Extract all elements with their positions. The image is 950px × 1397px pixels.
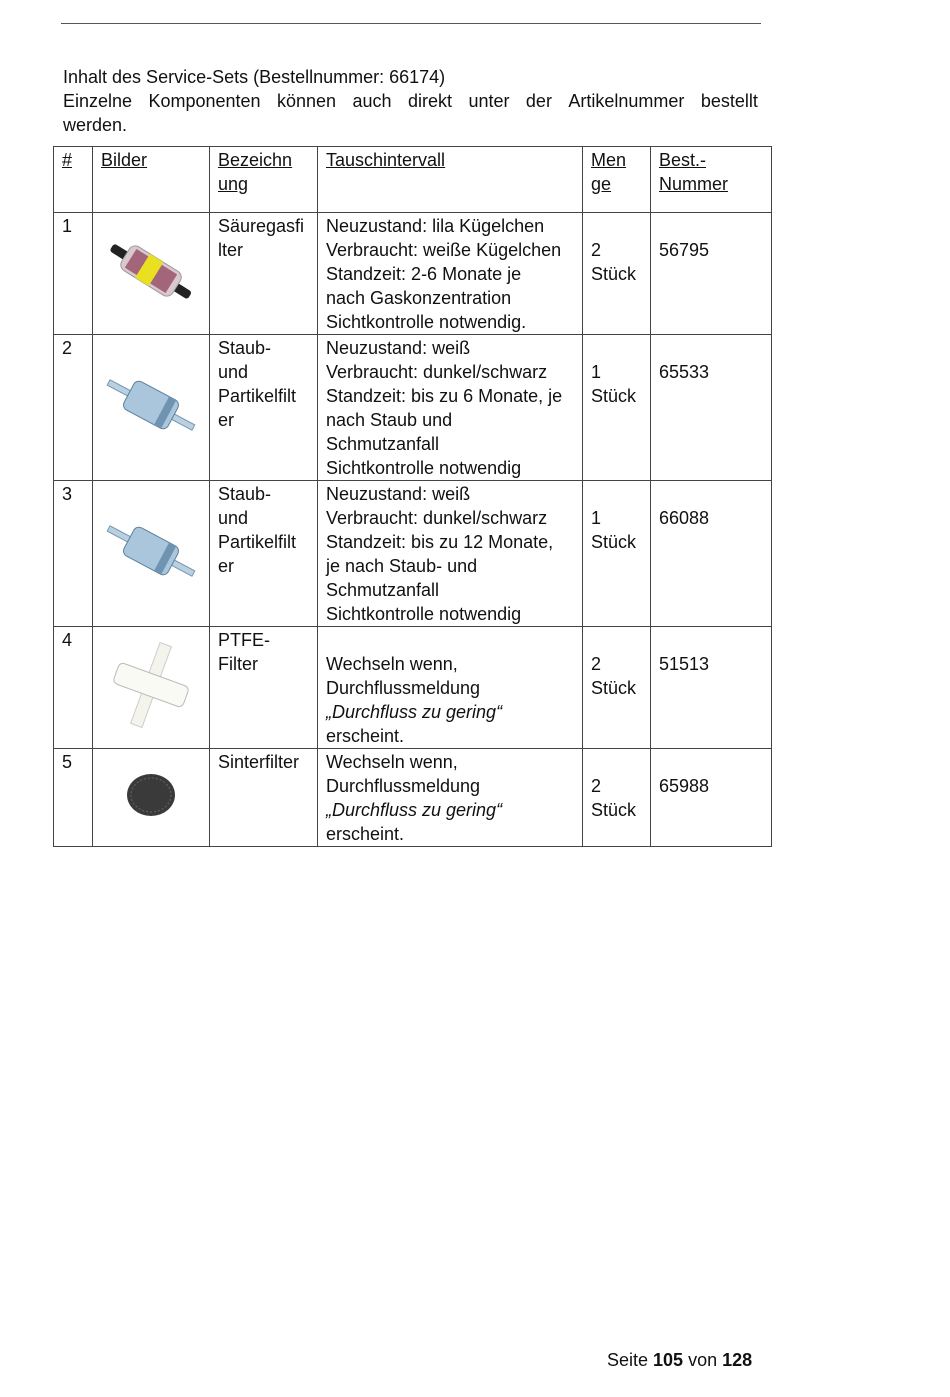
footer-text: Seite (607, 1350, 654, 1370)
cell-line: Verbraucht: dunkel/schwarz (326, 508, 548, 528)
intro-word: Komponenten (148, 91, 261, 111)
cell-line: Staub- (218, 338, 272, 358)
row-name (210, 481, 318, 627)
cell-line (659, 214, 763, 238)
row-image (93, 627, 210, 749)
cell-line: Filter (218, 654, 258, 674)
header-interval (318, 147, 583, 213)
ptfe-filter-image (106, 640, 196, 736)
header-label: Men (591, 150, 627, 170)
intro-word: direkt (408, 91, 453, 111)
header-label: # (62, 150, 73, 170)
cell-line: 5 (62, 752, 73, 772)
cell-line: lter (218, 240, 244, 260)
cell-line: 2 (591, 776, 602, 796)
row-interval (318, 335, 583, 481)
page-footer (607, 1350, 752, 1371)
cell-line: Staub- (218, 484, 272, 504)
row-number (54, 627, 93, 749)
cell-line: Sichtkontrolle notwendig (326, 458, 522, 478)
intro-word: bestellt (700, 91, 758, 111)
intro-paragraph (63, 89, 758, 137)
table-row (54, 335, 772, 481)
cell-line (659, 482, 763, 506)
page-number: 105 (653, 1350, 684, 1370)
row-order-number (651, 213, 772, 335)
cell-line: nach Gaskonzentration (326, 288, 512, 308)
intro-word: Einzelne (63, 91, 133, 111)
cell-line: Wechseln wenn, (326, 752, 458, 772)
cell-line (659, 750, 763, 774)
row-image (93, 481, 210, 627)
cell-line: Partikelfilt (218, 386, 297, 406)
row-order-number (651, 627, 772, 749)
row-order-number (651, 481, 772, 627)
cell-line: Partikelfilt (218, 532, 297, 552)
page-total: 128 (722, 1350, 753, 1370)
header-label: Best.- (659, 150, 707, 170)
row-interval (318, 627, 583, 749)
cell-line: Verbraucht: dunkel/schwarz (326, 362, 548, 382)
row-order-number (651, 335, 772, 481)
cell-line: Verbraucht: weiße Kügelchen (326, 240, 562, 260)
intro-line: werden. (63, 115, 128, 135)
cell-line: nach Staub und (326, 410, 453, 430)
cell-line: Schmutzanfall (326, 580, 440, 600)
cell-line: 2 (62, 338, 73, 358)
cell-line: 1 (62, 216, 73, 236)
header-name (210, 147, 318, 213)
row-interval (318, 481, 583, 627)
cell-line: und (218, 508, 249, 528)
row-image (93, 749, 210, 847)
cell-line: 66088 (659, 508, 710, 528)
header-number (54, 147, 93, 213)
cell-line: Stück (591, 532, 637, 552)
cell-line (326, 628, 574, 652)
cell-line: Sichtkontrolle notwendig. (326, 312, 527, 332)
intro-word: auch (352, 91, 392, 111)
cell-line: Säuregasfi (218, 216, 305, 236)
cell-line: 56795 (659, 240, 710, 260)
row-number (54, 335, 93, 481)
row-number (54, 213, 93, 335)
intro-word: der (525, 91, 552, 111)
cell-line: 3 (62, 484, 73, 504)
sinter-filter-image (121, 770, 181, 826)
table-row (54, 213, 772, 335)
row-interval (318, 749, 583, 847)
cell-line: er (218, 410, 235, 430)
cell-line (591, 214, 642, 238)
cell-line: Stück (591, 264, 637, 284)
cell-line: 1 (591, 508, 602, 528)
header-label: Bezeichn (218, 150, 293, 170)
row-number (54, 481, 93, 627)
cell-line: Wechseln wenn, (326, 654, 458, 674)
cell-line: und (218, 362, 249, 382)
cell-line: Neuzustand: weiß (326, 338, 471, 358)
row-quantity (583, 481, 651, 627)
cell-line: Neuzustand: weiß (326, 484, 471, 504)
cell-line: erscheint. (326, 824, 405, 844)
row-quantity (583, 749, 651, 847)
header-rule (61, 23, 761, 24)
cell-line: Standzeit: bis zu 6 Monate, je (326, 386, 563, 406)
cell-line: Stück (591, 800, 637, 820)
cell-line: Standzeit: 2-6 Monate je (326, 264, 522, 284)
cell-line: 2 (591, 240, 602, 260)
cell-line (591, 482, 642, 506)
section-title: Inhalt des Service-Sets (Bestellnummer: 66174) (63, 67, 446, 87)
row-name (210, 627, 318, 749)
cell-line: 51513 (659, 654, 710, 674)
row-name (210, 749, 318, 847)
table-row (54, 749, 772, 847)
cell-line: PTFE- (218, 630, 270, 650)
cell-line: Durchflussmeldung (326, 776, 481, 796)
cell-line: je nach Staub- und (326, 556, 478, 576)
footer-text: von (683, 1350, 723, 1370)
row-image (93, 213, 210, 335)
intro-word: unter (468, 91, 510, 111)
cell-line (591, 750, 642, 774)
header-images (93, 147, 210, 213)
header-order-number (651, 147, 772, 213)
cell-line: Sinterfilter (218, 752, 300, 772)
table-header-row (54, 147, 772, 213)
cell-line: erscheint. (326, 726, 405, 746)
cell-line (659, 336, 763, 360)
cell-line: er (218, 556, 235, 576)
dust-filter-image (101, 511, 201, 597)
row-quantity (583, 335, 651, 481)
cell-line (591, 336, 642, 360)
row-quantity (583, 213, 651, 335)
row-number (54, 749, 93, 847)
cell-line: Schmutzanfall (326, 434, 440, 454)
cell-line (659, 628, 763, 652)
row-name (210, 213, 318, 335)
header-label: Bilder (101, 150, 148, 170)
row-name (210, 335, 318, 481)
header-label: Tauschintervall (326, 150, 446, 170)
cell-line: Neuzustand: lila Kügelchen (326, 216, 545, 236)
intro-word: können (277, 91, 337, 111)
service-set-table (53, 146, 772, 847)
cell-line: Stück (591, 386, 637, 406)
table-row (54, 481, 772, 627)
cell-line: Durchflussmeldung (326, 678, 481, 698)
cell-line: 1 (591, 362, 602, 382)
row-quantity (583, 627, 651, 749)
cell-line: „Durchfluss zu gering“ (326, 800, 503, 820)
cell-line: 65533 (659, 362, 710, 382)
header-label: Nummer (659, 174, 729, 194)
dust-filter-image (101, 365, 201, 451)
header-label: ung (218, 174, 249, 194)
cell-line (591, 628, 642, 652)
cell-line: Sichtkontrolle notwendig (326, 604, 522, 624)
row-interval (318, 213, 583, 335)
cell-line: 65988 (659, 776, 710, 796)
intro-word: Artikelnummer (568, 91, 685, 111)
row-order-number (651, 749, 772, 847)
cell-line: Stück (591, 678, 637, 698)
acid-gas-filter-image (101, 231, 201, 317)
table-row (54, 627, 772, 749)
cell-line: 2 (591, 654, 602, 674)
cell-line: „Durchfluss zu gering“ (326, 702, 503, 722)
cell-line: 4 (62, 630, 73, 650)
header-label: ge (591, 174, 612, 194)
cell-line: Standzeit: bis zu 12 Monate, (326, 532, 554, 552)
row-image (93, 335, 210, 481)
header-quantity (583, 147, 651, 213)
